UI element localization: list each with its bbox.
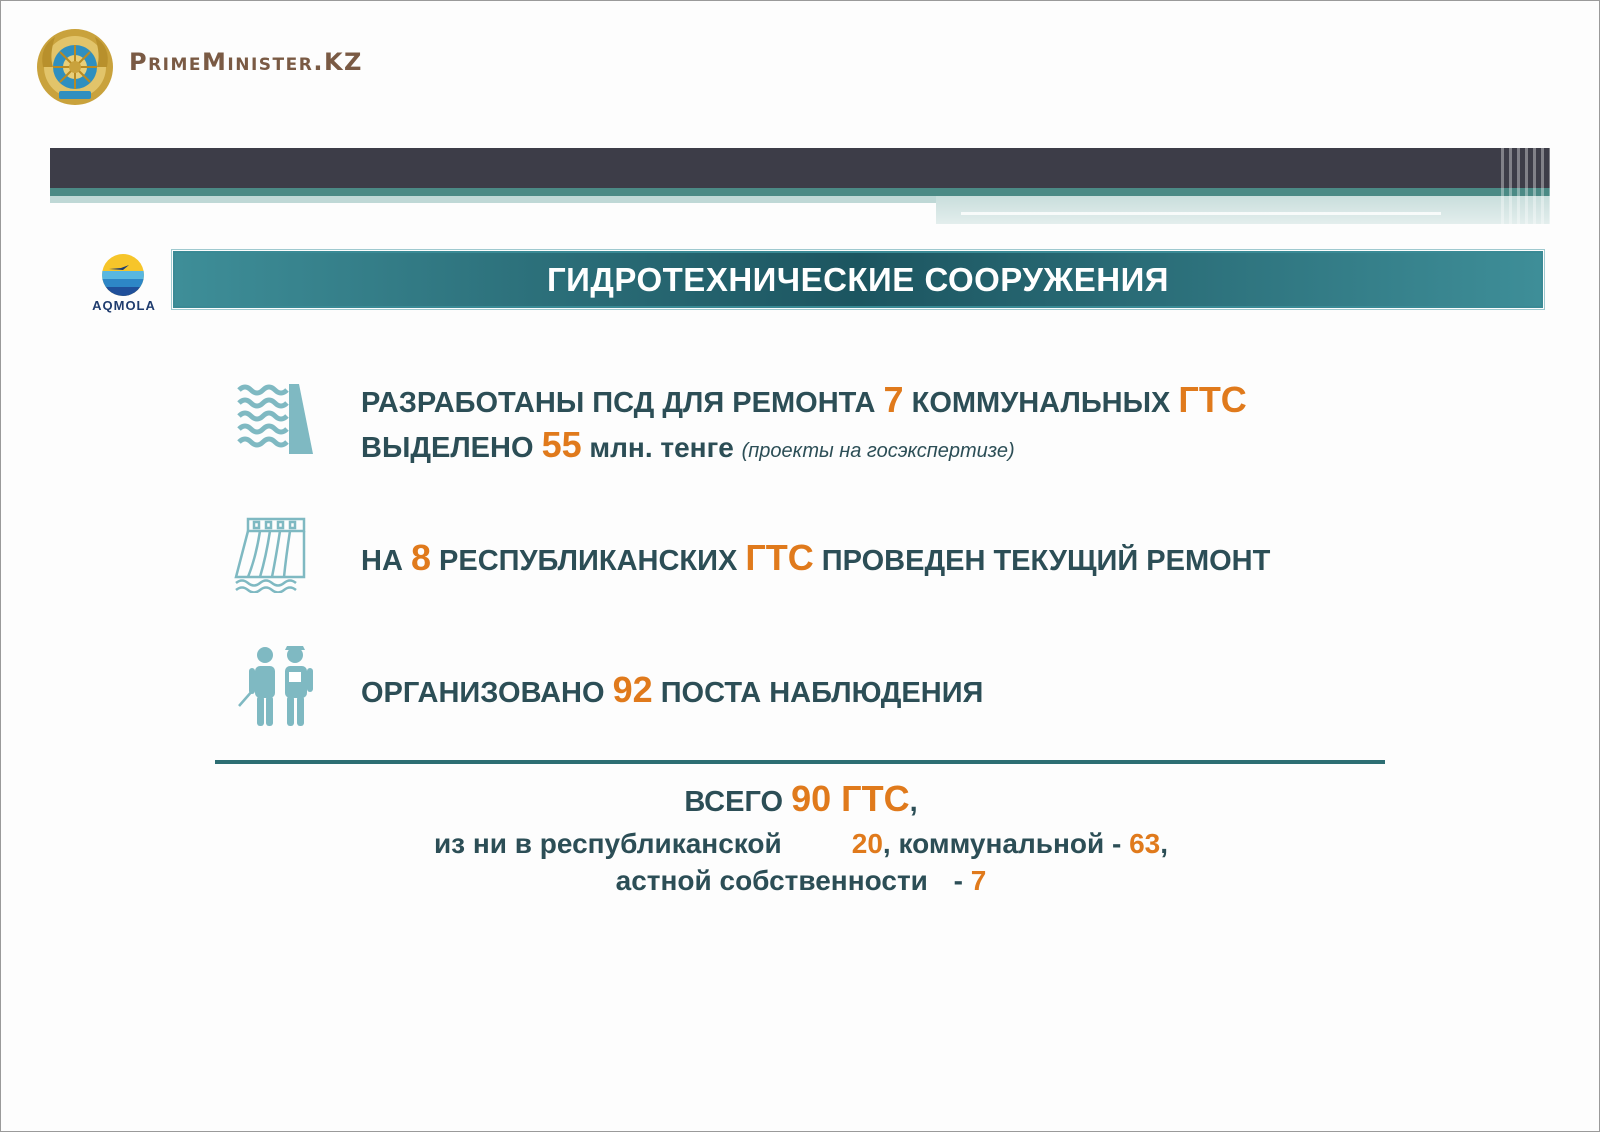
- aqmola-logo-icon: [101, 253, 145, 297]
- item-1-line-1: [361, 379, 1247, 421]
- item-1-text-prefix: РАЗРАБОТАНЫ ПСД ДЛЯ РЕМОНТА: [361, 387, 884, 419]
- summary-regional-dash: -: [945, 865, 971, 896]
- summary-total-label: ВСЕГО: [684, 786, 792, 818]
- item-2-abbr: ГТС: [745, 537, 814, 578]
- header-band-light-right: [936, 196, 1550, 224]
- header-band-dark: [50, 148, 1550, 188]
- item-2-text-middle: РЕСПУБЛИКАНСКИХ: [430, 545, 746, 577]
- kazakhstan-emblem-icon: [35, 27, 115, 107]
- item-1-abbr: ГТС: [1178, 379, 1247, 420]
- item-1-line-2: [361, 424, 1015, 466]
- header-band-teal: [50, 188, 1550, 196]
- aqmola-logo-text: AQMOLA: [92, 298, 156, 313]
- summary-regional-label: астной собственности: [615, 865, 928, 896]
- summary-republican-label: из ни в республиканской: [433, 828, 782, 859]
- header-band-stripes: [1501, 148, 1550, 224]
- item-2-text-prefix: НА: [361, 545, 411, 577]
- item-2-number: 8: [410, 537, 431, 578]
- header-band-light: [50, 196, 940, 203]
- item-3-number: 92: [612, 669, 653, 710]
- header-band-highlight: [961, 212, 1441, 215]
- divider: [215, 760, 1385, 764]
- summary-line-2: [1, 828, 1600, 860]
- item-2-line: [361, 537, 1270, 579]
- item-3-text-suffix: ПОСТА НАБЛЮДЕНИЯ: [652, 677, 984, 709]
- observers-icon: [237, 646, 315, 728]
- page-title: ГИДРОТЕХНИЧЕСКИЕ СООРУЖЕНИЯ: [546, 260, 1170, 298]
- summary-communal-label: , коммунальной -: [882, 828, 1130, 859]
- item-2-text-suffix: ПРОВЕДЕН ТЕКУЩИЙ РЕМОНТ: [813, 545, 1271, 577]
- summary-line-1: [1, 778, 1600, 820]
- item-1-line-2-prefix: ВЫДЕЛЕНО: [361, 432, 542, 464]
- item-1-note: (проекты на госэкспертизе): [741, 440, 1015, 462]
- item-1-unit: млн. тенге: [581, 432, 742, 463]
- summary-regional-count: 7: [970, 865, 987, 896]
- summary-line-3: [1, 865, 1600, 897]
- summary-total-suffix: ,: [909, 786, 918, 818]
- summary-total-value: 90 ГТС: [791, 778, 910, 819]
- hydro-dam-icon: [234, 517, 306, 593]
- site-name: PrimeMinister.KZ: [129, 48, 363, 76]
- title-banner: [173, 251, 1543, 308]
- item-1-amount: 55: [541, 424, 582, 465]
- summary-communal-count: 63: [1129, 828, 1161, 859]
- item-1-number: 7: [883, 379, 904, 420]
- summary-republican-count: 20: [851, 828, 883, 859]
- dam-waves-icon: [237, 384, 315, 456]
- item-3-text-prefix: ОРГАНИЗОВАНО: [361, 677, 613, 709]
- item-1-text-middle: КОММУНАЛЬНЫХ: [903, 387, 1179, 419]
- summary-line-2-suffix: ,: [1160, 828, 1169, 859]
- item-3-line: [361, 669, 983, 711]
